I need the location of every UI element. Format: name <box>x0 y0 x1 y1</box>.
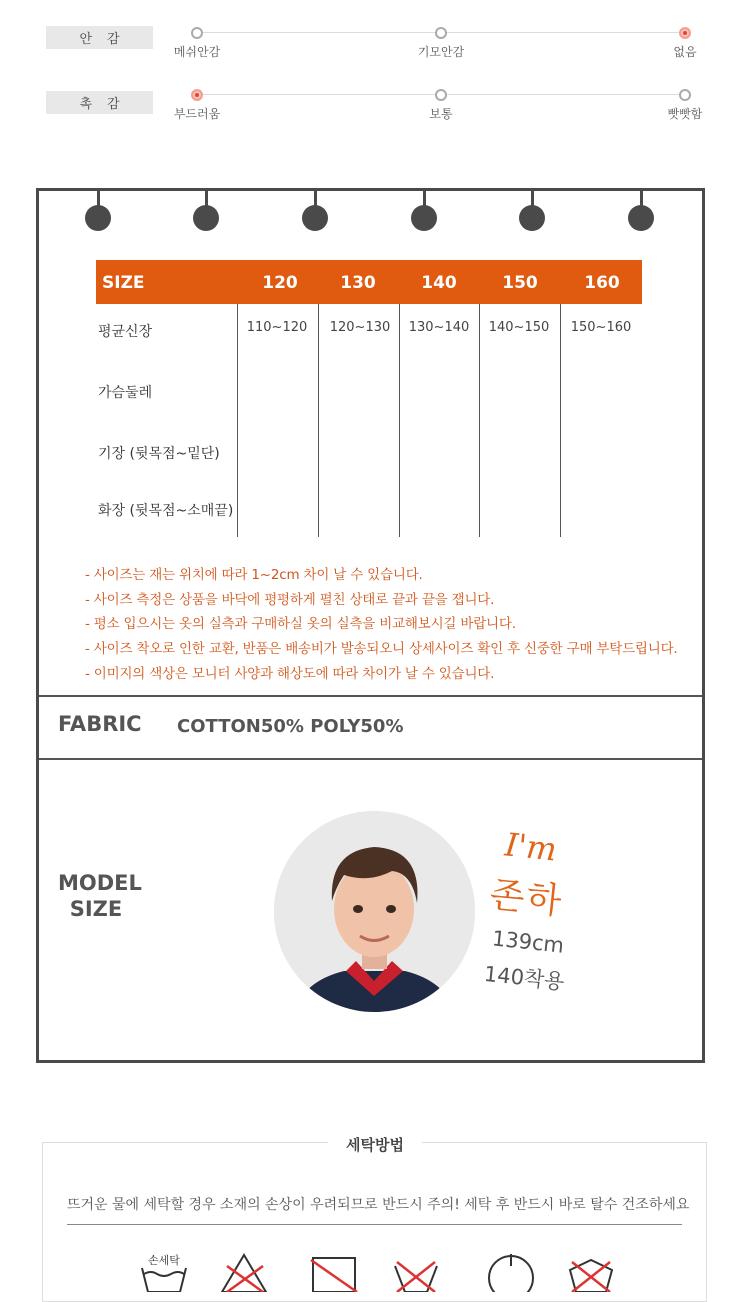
size-note: - 사이즈 측정은 상품을 바닥에 평평하게 펼친 상태로 끝과 끝을 잽니다. <box>85 592 495 608</box>
no-chlorine-icon <box>566 1252 616 1292</box>
model-name: 존하 <box>487 874 566 923</box>
scale-option: 보통 <box>429 107 453 121</box>
size-note: - 평소 입으시는 옷의 실측과 구매하실 옷의 실측을 비교해보시길 바랍니다. <box>85 616 516 632</box>
scale-dot-mesh <box>191 27 203 39</box>
table-divider <box>237 304 238 537</box>
hand-wash-icon <box>139 1252 189 1292</box>
scale-option: 기모안감 <box>417 45 465 59</box>
table-divider <box>399 304 400 537</box>
scale-dot-none-selected <box>679 27 691 39</box>
size-header-label: SIZE <box>102 273 145 293</box>
scale-dot-soft-selected <box>191 89 203 101</box>
model-height: 139cm <box>490 926 566 958</box>
model-wearing-size: 140착용 <box>482 961 566 995</box>
scale-dot-fleece <box>435 27 447 39</box>
hanger-hook-icon <box>628 191 654 231</box>
hanger-hook-icon <box>193 191 219 231</box>
wash-divider <box>67 1224 682 1225</box>
size-col-120: 120 <box>262 273 298 293</box>
hanger-hook-icon <box>519 191 545 231</box>
hanger-hook-icon <box>85 191 111 231</box>
table-cell: 130~140 <box>408 320 470 335</box>
model-photo <box>274 811 475 1012</box>
size-note: - 사이즈는 재는 위치에 따라 1~2cm 차이 날 수 있습니다. <box>85 567 423 583</box>
scale-option: 빳빳함 <box>667 107 703 121</box>
table-cell: 110~120 <box>246 320 308 335</box>
table-divider <box>479 304 480 537</box>
no-bleach-icon <box>219 1252 269 1292</box>
spin-dry-icon <box>486 1252 536 1292</box>
no-dry-clean-icon <box>391 1252 441 1292</box>
row-label-length: 기장 (뒷목점~밑단) <box>98 446 220 462</box>
scale-label-touch: 촉 감 <box>46 91 153 114</box>
hand-wash-label: 손세탁 <box>148 1254 180 1267</box>
size-col-160: 160 <box>584 273 620 293</box>
section-divider <box>39 758 702 760</box>
size-col-150: 150 <box>502 273 538 293</box>
scale-label-lining: 안 감 <box>46 26 153 49</box>
size-col-130: 130 <box>340 273 376 293</box>
section-divider <box>39 695 702 697</box>
size-note: - 사이즈 착오로 인한 교환, 반품은 배송비가 발송되오니 상세사이즈 확인 후 신중한 구매 부탁드립니다. <box>85 641 678 657</box>
size-note: - 이미지의 색상은 모니터 사양과 해상도에 따라 차이가 날 수 있습니다. <box>85 666 495 682</box>
table-cell: 150~160 <box>570 320 632 335</box>
hanger-hook-icon <box>302 191 328 231</box>
scale-option: 없음 <box>673 45 697 59</box>
model-intro: I'm <box>503 825 559 869</box>
table-divider <box>318 304 319 537</box>
scale-dot-stiff <box>679 89 691 101</box>
model-size-title: MODEL SIZE <box>58 871 142 921</box>
fabric-title: FABRIC <box>58 712 142 736</box>
scale-option: 메쉬안감 <box>173 45 221 59</box>
scale-dot-normal <box>435 89 447 101</box>
hanger-hook-icon <box>411 191 437 231</box>
table-divider <box>560 304 561 537</box>
size-table-header <box>96 260 642 304</box>
row-label-sleeve: 화장 (뒷목점~소매끝) <box>98 503 234 519</box>
row-label-height: 평균신장 <box>98 324 153 340</box>
scale-option: 부드러움 <box>173 107 221 121</box>
row-label-chest: 가슴둘레 <box>98 385 153 401</box>
fabric-value: COTTON50% POLY50% <box>177 716 404 737</box>
child-model-icon <box>274 811 475 1012</box>
table-cell: 140~150 <box>488 320 550 335</box>
wash-title: 세탁방법 <box>328 1134 422 1155</box>
wash-description: 뜨거운 물에 세탁할 경우 소재의 손상이 우려되므로 반드시 주의! 세탁 후 반드시 바로 탈수 건조하세요 <box>67 1197 690 1213</box>
size-col-140: 140 <box>421 273 457 293</box>
table-cell: 120~130 <box>329 320 391 335</box>
no-iron-icon <box>309 1252 359 1292</box>
